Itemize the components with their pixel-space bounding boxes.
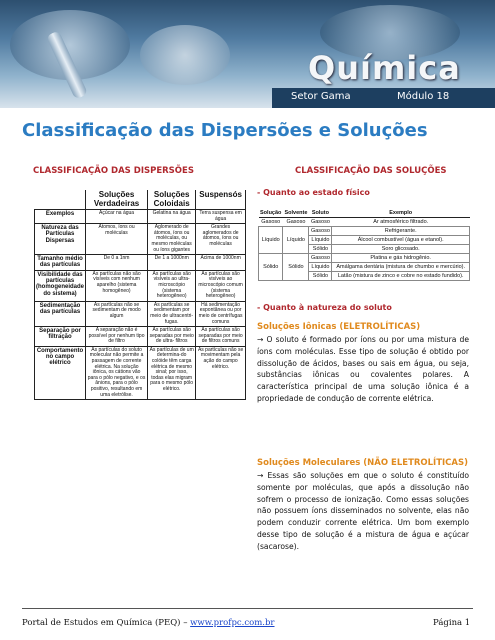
table-cell: Sólido [259, 254, 283, 281]
column-header: Suspensós [196, 190, 246, 210]
row-header: Exemplos [35, 210, 86, 224]
footer-link[interactable]: www.profpc.com.br [190, 618, 275, 628]
left-heading: CLASSIFICAÇÃO DAS DISPERSÕES [33, 166, 194, 176]
row-header: Visibilidade das partículas (homogeneidade do sistema) [35, 270, 86, 301]
table-cell: As partículas são separadas por meio de ultra- filtros [148, 327, 196, 347]
table-cell: As partículas são visíveis ao ultra-microscópio (sistema heterogêneo) [148, 270, 196, 301]
table-row [259, 227, 470, 236]
table-row [35, 327, 246, 347]
table-cell: Líquido [309, 236, 332, 245]
table-cell: Líquido [259, 227, 283, 254]
page-title: Classificação das Dispersões e Soluções [22, 120, 428, 141]
table-cell: Grandes aglomerados de átomos, íons ou moléculas [196, 224, 246, 255]
table-cell: As partículas não se movimentam pela ação do campo elétrico. [196, 346, 246, 399]
row-header: Sedimentação das partículas [35, 301, 86, 326]
table-corner [35, 190, 86, 210]
table-row [35, 346, 246, 399]
table-cell: Platina e gás hidrogênio. [332, 254, 470, 263]
table-cell: As partículas de um determina-do colóide têm carga elétrica de mesmo sinal; por isso, todas elas migram para o mesmo pólo elétrico. [148, 346, 196, 399]
molecular-solutions-text: → Essas são soluções em que o soluto é constituído somente por moléculas, que após a dissolução não sofrem o processo de ionização. Como essas soluções não possuem íons disseminados no solvente, elas não podem conduzir corrente elétrica. Um bom exemplo desse tipo de solução é a mistura de água e açúcar (sacarose). [257, 471, 469, 551]
molecule-graphic [140, 25, 230, 85]
right-heading: CLASSIFICAÇÃO DAS SOLUÇÕES [295, 166, 447, 176]
table-cell: Amálgama dentária (mistura de chumbo e mercúrio). [332, 263, 470, 272]
footer-portal [22, 618, 275, 628]
column-header: Soluto [309, 209, 332, 218]
table-cell: Sólido [283, 254, 309, 281]
table-cell: As partículas são visíveis ao microscópio comum (sistema heterogêneo) [196, 270, 246, 301]
table-cell: Há sedimentação espontânea ou por meio de centrífugas comuns [196, 301, 246, 326]
molecular-solutions-heading: Soluções Moleculares (NÃO ELETROLÍTICAS) [257, 458, 469, 468]
table-cell: Gasoso [286, 219, 306, 225]
table-cell: Sólido [309, 272, 332, 281]
column-header: Solvente [284, 210, 308, 216]
table-cell: Soro glicosado. [332, 245, 470, 254]
table-cell: Terra suspensa em água [196, 210, 246, 224]
table-cell: Aglomerado de átomos, íons ou moléculas, ou mesmo moléculas ou íons gigantes [148, 224, 196, 255]
module-label: Módulo 18 [397, 91, 450, 102]
table-cell: As partículas se sedimentam por meio de ultracentri-fugas. [148, 301, 196, 326]
table-cell: Gasoso [310, 219, 330, 225]
table-cell: De 0 a 1nm [86, 255, 148, 271]
footer-text: Portal de Estudos em Química (PEQ) – [22, 618, 191, 628]
table-row [35, 210, 246, 224]
table-cell: As partículas do soluto molecular não permite a passagem de corrente elétrica. Na solução iônica, os cátions vão para o pólo negativo, e os ânions, para o pólo positivo, resultando em uma eletrólise. [86, 346, 148, 399]
table-row [35, 301, 246, 326]
ionic-solutions-text: → O soluto é formado por íons ou por uma mistura de íons com moléculas. Esse tipo de solução é obtido por dissolução de ácidos, bases ou sais em água, ou seja, substâncias iônicas ou covalentes polares. A característica principal de uma solução iônica é a propriedade de condução de corrente elétrica. [257, 335, 469, 403]
table-cell: As partículas não são visíveis com nenhum aparelho (sistema homogêneo) [86, 270, 148, 301]
table-row [259, 254, 470, 263]
table-cell: As partículas são separadas por meio de filtros comuns [196, 327, 246, 347]
row-header: Separação por filtração [35, 327, 86, 347]
table-cell: Sólido [309, 245, 332, 254]
column-header: Exemplo [332, 209, 470, 218]
table-cell: Gasoso [310, 228, 330, 234]
table-cell: A separação não é possível por nenhum tipo de filtro [86, 327, 148, 347]
table-row [35, 270, 246, 301]
ionic-solutions-heading: Soluções Iônicas (ELETROLÍTICAS) [257, 322, 421, 332]
table-cell: Gasoso [310, 255, 330, 261]
table-cell: Líquido [309, 263, 332, 272]
table-row [259, 218, 470, 227]
logo-quimica: Química [308, 49, 461, 87]
row-header: Comportamento no campo elétrico [35, 346, 86, 399]
column-header: Solução [260, 210, 282, 216]
table-cell: Refrigerante. [332, 227, 470, 236]
table-cell: Latão (mistura de zinco e cobre no estado fundido). [332, 272, 470, 281]
table-cell: Gasoso [261, 219, 281, 225]
column-header: Soluções Verdadeiras [86, 190, 148, 210]
table-cell: Ar atmosférico filtrado. [373, 219, 429, 225]
solutions-table [258, 209, 470, 281]
section-physical-state: - Quanto ao estado físico [257, 188, 370, 197]
table-row [35, 224, 246, 255]
table-cell: Açúcar na água [86, 210, 148, 224]
table-cell: Átomos, íons ou moléculas [86, 224, 148, 255]
table-cell: As partículas não se sedimentam de modo algum [86, 301, 148, 326]
page-number: Página 1 [433, 618, 471, 628]
table-cell: Líquido [283, 227, 309, 254]
dispersions-table [34, 190, 246, 400]
header-banner [0, 0, 495, 108]
module-bar [272, 88, 495, 108]
column-header: Soluções Coloidais [148, 190, 196, 210]
table-cell: Álcool combustível (água e etanol). [332, 236, 470, 245]
table-cell: Gelatina na água [148, 210, 196, 224]
section-solute-nature: - Quanto à natureza do soluto [257, 303, 392, 312]
row-header: Tamanho médio das partículas [35, 255, 86, 271]
table-cell: De 1 a 1000nm [148, 255, 196, 271]
sector-label: Setor Gama [291, 91, 351, 102]
table-cell: Acima de 1000nm [196, 255, 246, 271]
table-row [35, 255, 246, 271]
row-header: Natureza das Partículas Dispersas [35, 224, 86, 255]
footer-divider [22, 608, 473, 609]
